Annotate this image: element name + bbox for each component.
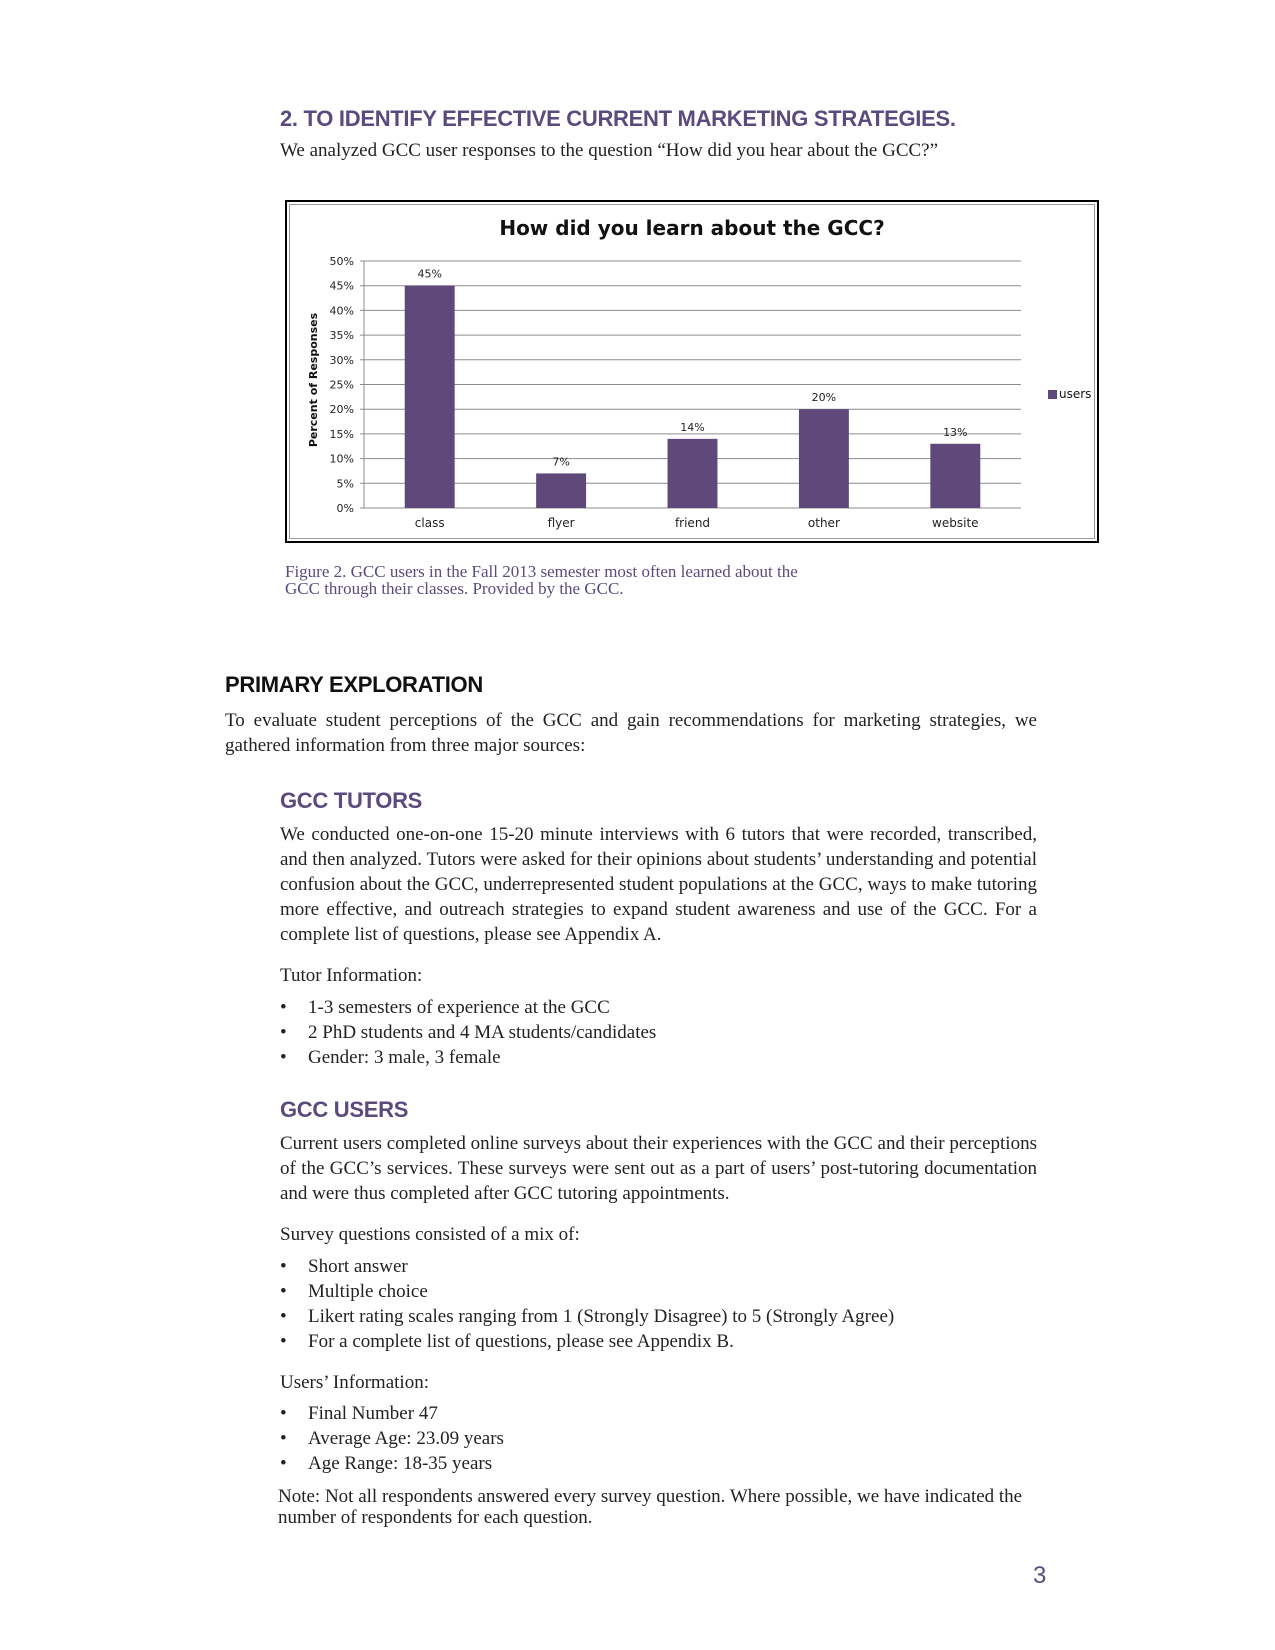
- survey-label: Survey questions consisted of a mix of:: [280, 1224, 580, 1245]
- y-tick-label: 10%: [329, 452, 354, 466]
- list-item: • For a complete list of questions, please see Appendix B.: [280, 1329, 1037, 1354]
- y-tick-label: 25%: [329, 378, 354, 392]
- list-item: • 1-3 semesters of experience at the GCC: [280, 995, 1037, 1020]
- chart-frame: [285, 200, 1099, 543]
- section-intro: We analyzed GCC user responses to the question “How did you hear about the GCC?”: [280, 140, 939, 161]
- data-label: 14%: [680, 420, 705, 434]
- bar-chart: [287, 202, 1097, 541]
- chart-y-axis-label: Percent of Responses: [307, 312, 320, 448]
- bar: [799, 409, 849, 508]
- primary-exploration-heading: PRIMARY EXPLORATION: [225, 672, 483, 697]
- section-heading: 2. TO IDENTIFY EFFECTIVE CURRENT MARKETING STRATEGIES.: [280, 106, 956, 131]
- tutor-info-list: [280, 995, 1037, 1070]
- bar: [405, 286, 455, 508]
- y-tick-label: 45%: [329, 279, 354, 293]
- tutor-info-label: Tutor Information:: [280, 965, 423, 986]
- y-tick-label: 50%: [329, 255, 354, 268]
- list-item: • Likert rating scales ranging from 1 (Strongly Disagree) to 5 (Strongly Agree): [280, 1304, 1037, 1329]
- list-item: • Average Age: 23.09 years: [280, 1426, 1037, 1451]
- gcc-users-paragraph: Current users completed online surveys about their experiences with the GCC and their perceptions of the GCC’s services. These surveys were sent out as a part of users’ post-tutoring documentation and were thus completed after GCC tutoring appointments.: [280, 1133, 1037, 1204]
- users-info-label: Users’ Information:: [280, 1372, 429, 1393]
- list-item: • Short answer: [280, 1254, 1037, 1279]
- figure-caption-line-2: GCC through their classes. Provided by the GCC.: [285, 579, 624, 598]
- data-label: 7%: [552, 455, 570, 469]
- y-tick-label: 20%: [329, 403, 354, 417]
- survey-note: Note: Not all respondents answered every survey question. Where possible, we have indicated the number of respondents for each question.: [278, 1486, 1023, 1528]
- legend-swatch: [1048, 390, 1057, 399]
- y-tick-label: 30%: [329, 353, 354, 367]
- y-tick-label: 35%: [329, 329, 354, 343]
- legend-label: users: [1059, 387, 1092, 401]
- x-tick-label: friend: [674, 516, 711, 530]
- primary-exploration-intro: To evaluate student perceptions of the GCC and gain recommendations for marketing strategies, we gathered information from three major sources:: [225, 710, 1037, 756]
- chart-title: How did you learn about the GCC?: [499, 216, 885, 240]
- list-item: • Multiple choice: [280, 1279, 1037, 1304]
- data-label: 45%: [417, 267, 442, 281]
- x-tick-label: website: [932, 516, 979, 530]
- gcc-tutors-heading: GCC TUTORS: [280, 788, 423, 813]
- y-tick-label: 0%: [336, 502, 354, 515]
- x-tick-label: class: [414, 516, 445, 530]
- x-tick-label: flyer: [547, 516, 575, 530]
- gcc-users-heading: GCC USERS: [280, 1097, 409, 1122]
- users-info-list: [280, 1401, 1037, 1476]
- bar: [668, 439, 718, 508]
- list-item: • Final Number 47: [280, 1401, 1037, 1426]
- y-tick-label: 15%: [329, 427, 354, 441]
- bar: [536, 473, 586, 508]
- data-label: 20%: [811, 391, 837, 405]
- y-tick-label: 40%: [329, 304, 354, 318]
- list-item: • Gender: 3 male, 3 female: [280, 1045, 1037, 1070]
- data-label: 13%: [943, 425, 968, 439]
- survey-list: [280, 1254, 1037, 1354]
- page-number: 3: [1033, 1562, 1047, 1589]
- y-tick-label: 5%: [336, 477, 354, 491]
- gcc-tutors-paragraph: We conducted one-on-one 15-20 minute interviews with 6 tutors that were recorded, transcribed, and then analyzed. Tutors were asked for their opinions about students’ understanding and potential confusion about the GCC, underrepresented student populations at the GCC, ways to make tutoring more effective, and outreach strategies to expand student awareness and use of the GCC. For a complete list of questions, please see Appendix A.: [280, 824, 1037, 945]
- list-item: • 2 PhD students and 4 MA students/candidates: [280, 1020, 1037, 1045]
- x-tick-label: other: [807, 516, 840, 530]
- bar: [930, 444, 980, 508]
- figure-caption: [285, 563, 798, 597]
- figure-caption-line-1: Figure 2. GCC users in the Fall 2013 semester most often learned about the: [285, 562, 798, 581]
- list-item: • Age Range: 18-35 years: [280, 1451, 1037, 1476]
